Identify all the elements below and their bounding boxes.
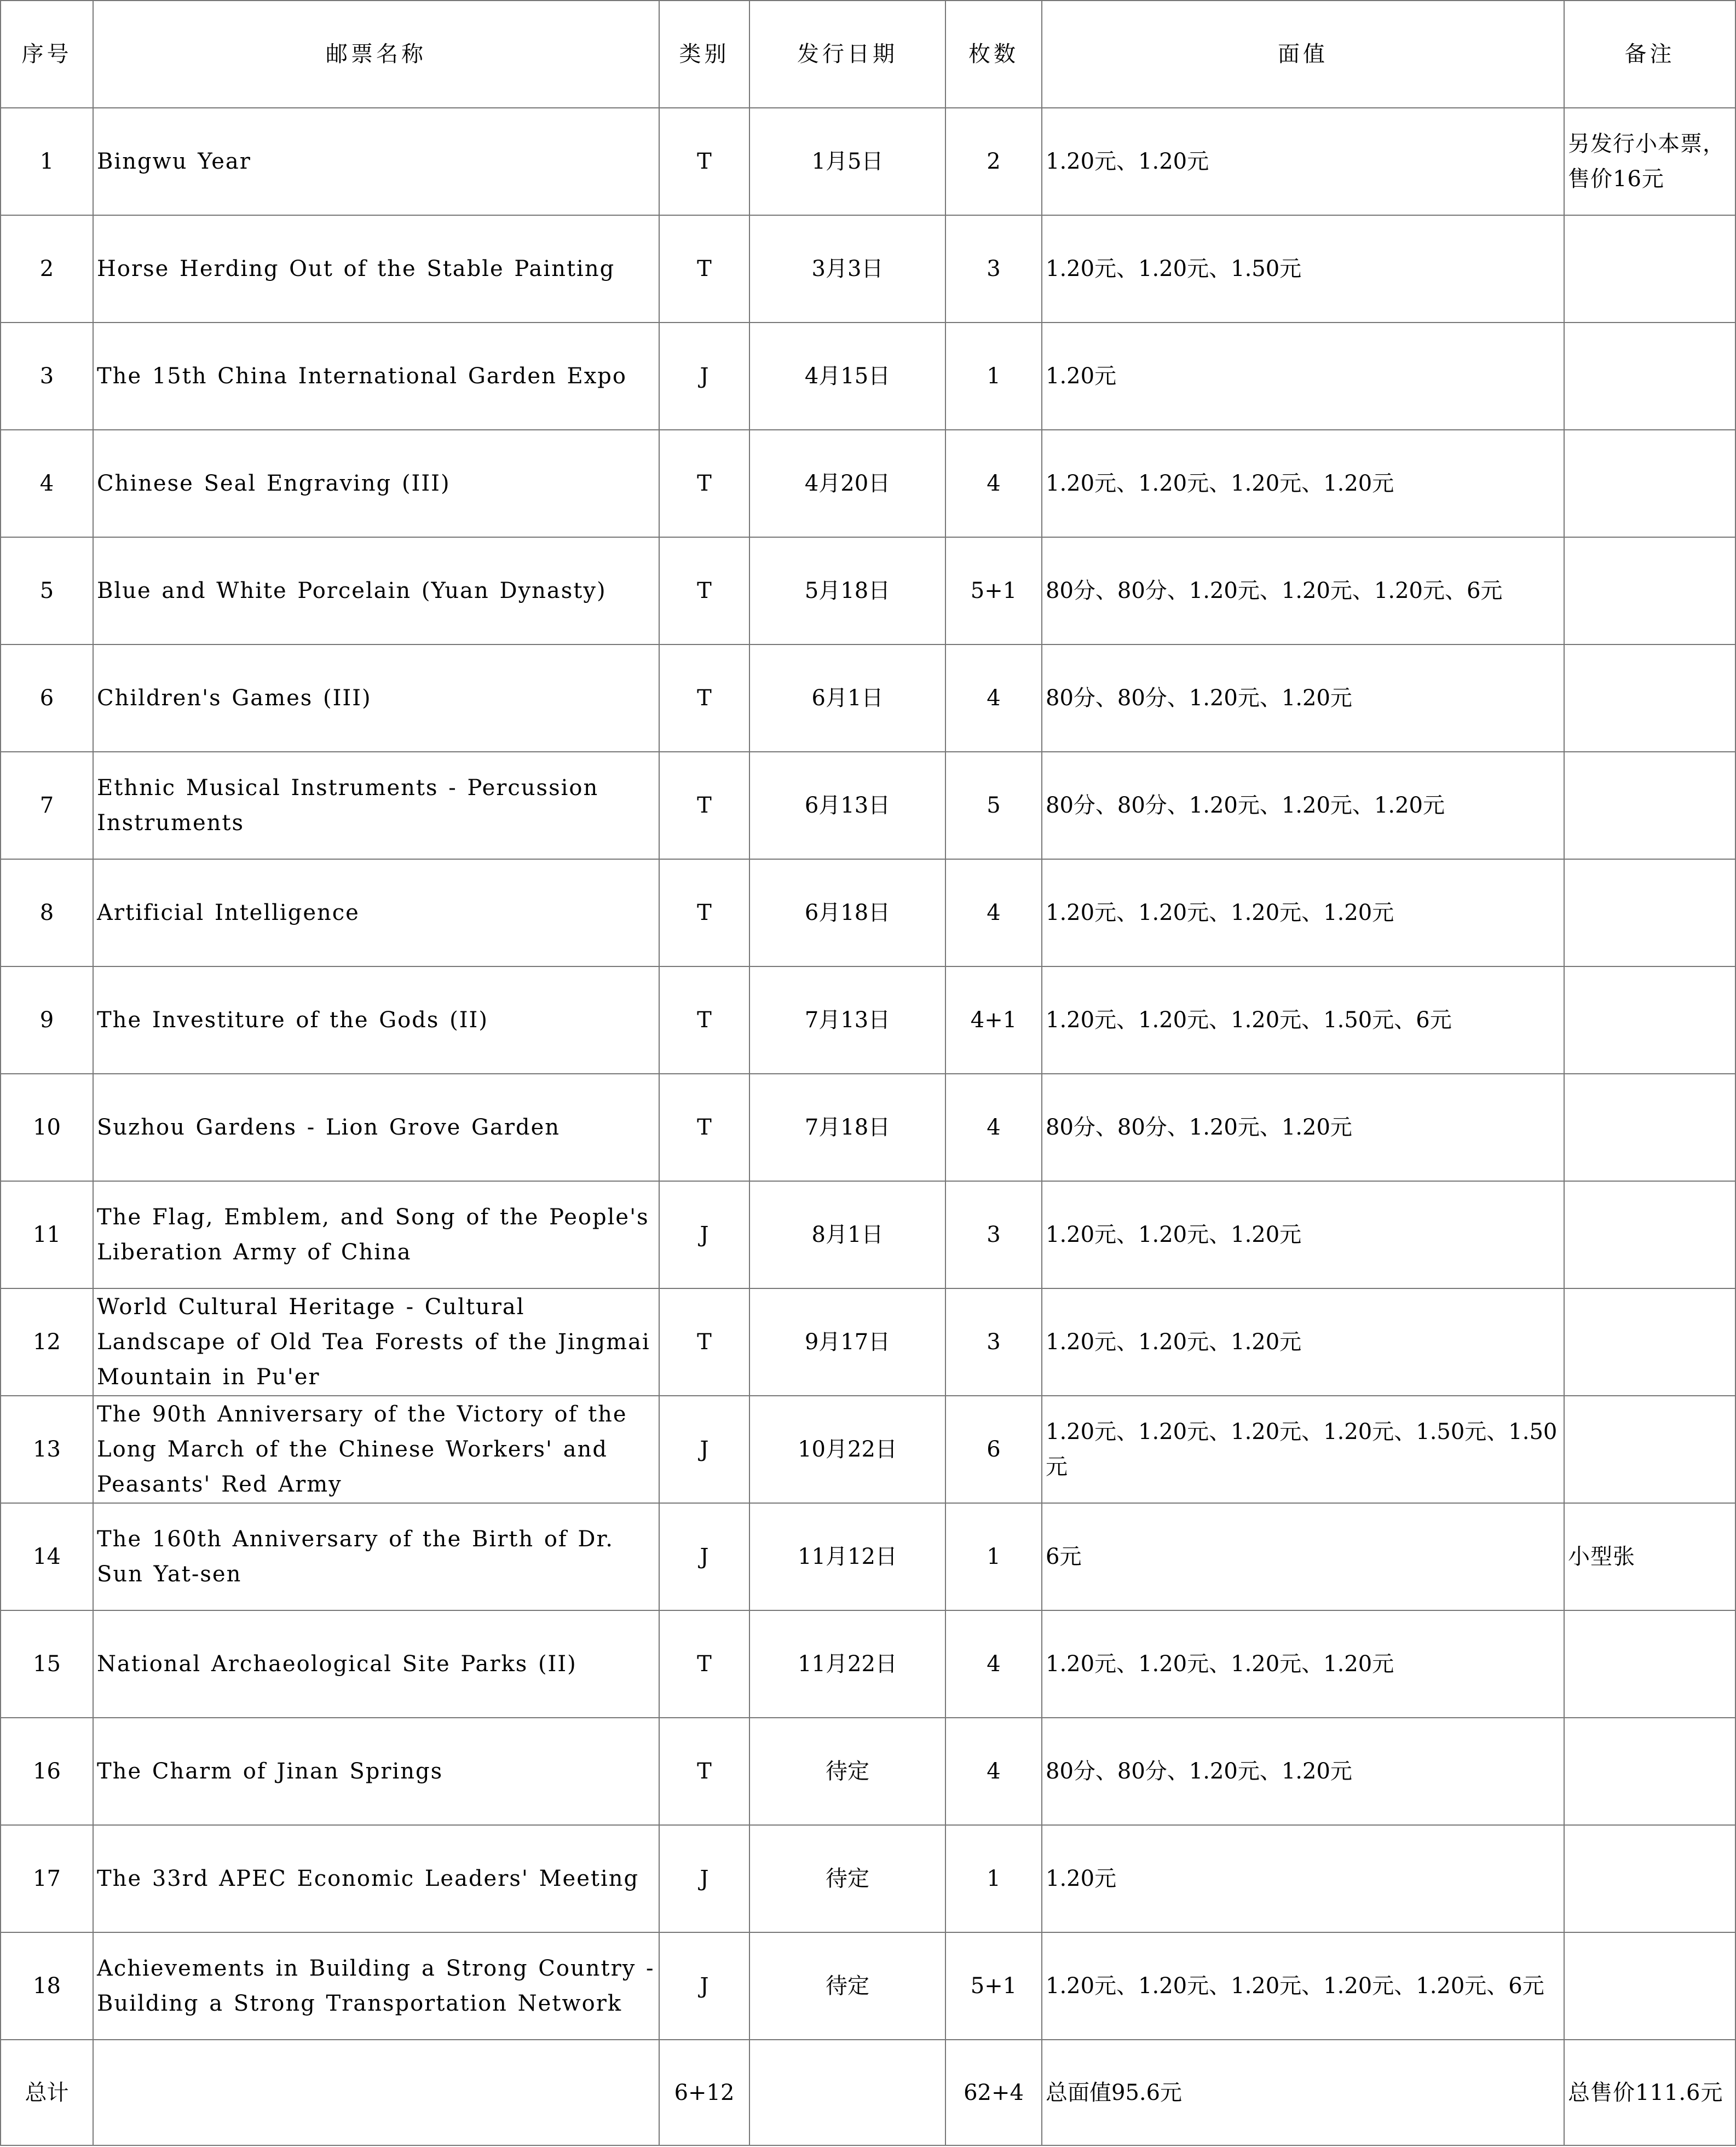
cell-date: 6月18日 <box>749 859 945 966</box>
cell-stamp-name: Ethnic Musical Instruments - Percussion Instruments <box>93 752 659 859</box>
cell-no: 6 <box>1 644 93 752</box>
header-note: 备注 <box>1564 1 1735 108</box>
cell-stamp-name: Blue and White Porcelain (Yuan Dynasty) <box>93 537 659 644</box>
cell-date: 1月5日 <box>749 108 945 215</box>
cell-no: 11 <box>1 1181 93 1288</box>
cell-type: J <box>659 1396 749 1503</box>
cell-face-value: 1.20元 <box>1042 323 1564 430</box>
table-row <box>1 752 1735 859</box>
cell-face-value: 6元 <box>1042 1503 1564 1610</box>
cell-count: 4 <box>945 1074 1042 1181</box>
table-row <box>1 537 1735 644</box>
cell-note <box>1564 966 1735 1074</box>
cell-count: 5 <box>945 752 1042 859</box>
cell-date: 7月18日 <box>749 1074 945 1181</box>
cell-no: 8 <box>1 859 93 966</box>
cell-note <box>1564 1932 1735 2040</box>
cell-type: T <box>659 752 749 859</box>
cell-count: 4 <box>945 859 1042 966</box>
cell-face-value: 80分、80分、1.20元、1.20元 <box>1042 644 1564 752</box>
cell-face-value: 80分、80分、1.20元、1.20元 <box>1042 1074 1564 1181</box>
cell-no: 18 <box>1 1932 93 2040</box>
cell-stamp-name: National Archaeological Site Parks (II) <box>93 1610 659 1718</box>
cell-date: 6月1日 <box>749 644 945 752</box>
table-row <box>1 215 1735 323</box>
cell-no: 17 <box>1 1825 93 1932</box>
cell-stamp-name: Bingwu Year <box>93 108 659 215</box>
total-label: 总计 <box>1 2040 93 2145</box>
cell-stamp-name: Suzhou Gardens - Lion Grove Garden <box>93 1074 659 1181</box>
table-row <box>1 430 1735 537</box>
cell-stamp-name: The 160th Anniversary of the Birth of Dr. Sun Yat-sen <box>93 1503 659 1610</box>
cell-note <box>1564 1396 1735 1503</box>
cell-type: T <box>659 430 749 537</box>
cell-stamp-name: Horse Herding Out of the Stable Painting <box>93 215 659 323</box>
cell-date: 4月15日 <box>749 323 945 430</box>
table-row <box>1 108 1735 215</box>
cell-no: 13 <box>1 1396 93 1503</box>
cell-note <box>1564 1181 1735 1288</box>
cell-count: 1 <box>945 323 1042 430</box>
cell-stamp-name: Achievements in Building a Strong Country - Building a Strong Transportation Network <box>93 1932 659 2040</box>
header-type: 类别 <box>659 1 749 108</box>
cell-count: 4 <box>945 430 1042 537</box>
cell-no: 12 <box>1 1288 93 1396</box>
cell-stamp-name: World Cultural Heritage - Cultural Landscape of Old Tea Forests of the Jingmai Mountain in Pu'er <box>93 1288 659 1396</box>
cell-stamp-name: Artificial Intelligence <box>93 859 659 966</box>
cell-date: 8月1日 <box>749 1181 945 1288</box>
cell-note <box>1564 1074 1735 1181</box>
cell-date: 7月13日 <box>749 966 945 1074</box>
total-face-value: 总面值95.6元 <box>1042 2040 1564 2145</box>
cell-type: J <box>659 323 749 430</box>
cell-count: 3 <box>945 215 1042 323</box>
cell-count: 5+1 <box>945 537 1042 644</box>
cell-stamp-name: The 33rd APEC Economic Leaders' Meeting <box>93 1825 659 1932</box>
cell-face-value: 1.20元、1.20元、1.20元、1.20元、1.20元、6元 <box>1042 1932 1564 2040</box>
cell-count: 4 <box>945 1610 1042 1718</box>
cell-face-value: 80分、80分、1.20元、1.20元、1.20元 <box>1042 752 1564 859</box>
cell-type: J <box>659 1825 749 1932</box>
table-row <box>1 323 1735 430</box>
cell-type: T <box>659 215 749 323</box>
cell-face-value: 1.20元、1.20元、1.20元、1.20元 <box>1042 430 1564 537</box>
cell-face-value: 1.20元、1.20元、1.20元、1.20元 <box>1042 1610 1564 1718</box>
cell-no: 9 <box>1 966 93 1074</box>
cell-date: 待定 <box>749 1718 945 1825</box>
cell-type: T <box>659 1074 749 1181</box>
table-row <box>1 1610 1735 1718</box>
cell-date: 6月13日 <box>749 752 945 859</box>
cell-date: 3月3日 <box>749 215 945 323</box>
cell-count: 1 <box>945 1825 1042 1932</box>
cell-note <box>1564 537 1735 644</box>
cell-type: T <box>659 644 749 752</box>
table-row <box>1 644 1735 752</box>
table-body <box>1 108 1735 2145</box>
total-row <box>1 2040 1735 2145</box>
cell-note <box>1564 1825 1735 1932</box>
cell-no: 1 <box>1 108 93 215</box>
cell-stamp-name: The 90th Anniversary of the Victory of the Long March of the Chinese Workers' and Peasants' Red Army <box>93 1396 659 1503</box>
cell-date: 待定 <box>749 1825 945 1932</box>
cell-count: 1 <box>945 1503 1042 1610</box>
table-row <box>1 1718 1735 1825</box>
cell-note <box>1564 1718 1735 1825</box>
cell-type: T <box>659 108 749 215</box>
table-row <box>1 966 1735 1074</box>
cell-count: 4+1 <box>945 966 1042 1074</box>
cell-note <box>1564 215 1735 323</box>
cell-type: J <box>659 1503 749 1610</box>
cell-face-value: 1.20元、1.20元、1.20元、1.20元 <box>1042 859 1564 966</box>
cell-type: T <box>659 1718 749 1825</box>
cell-type: T <box>659 537 749 644</box>
total-name <box>93 2040 659 2145</box>
header-count: 枚数 <box>945 1 1042 108</box>
cell-note <box>1564 752 1735 859</box>
cell-face-value: 1.20元 <box>1042 1825 1564 1932</box>
cell-note: 小型张 <box>1564 1503 1735 1610</box>
cell-note <box>1564 430 1735 537</box>
cell-count: 4 <box>945 644 1042 752</box>
cell-date: 9月17日 <box>749 1288 945 1396</box>
cell-stamp-name: The Investiture of the Gods (II) <box>93 966 659 1074</box>
header-face-value: 面值 <box>1042 1 1564 108</box>
total-note: 总售价111.6元 <box>1564 2040 1735 2145</box>
cell-note <box>1564 1610 1735 1718</box>
cell-type: T <box>659 859 749 966</box>
table-row <box>1 1396 1735 1503</box>
cell-no: 10 <box>1 1074 93 1181</box>
cell-count: 2 <box>945 108 1042 215</box>
cell-no: 15 <box>1 1610 93 1718</box>
cell-type: T <box>659 1288 749 1396</box>
cell-no: 3 <box>1 323 93 430</box>
cell-type: J <box>659 1932 749 2040</box>
total-date <box>749 2040 945 2145</box>
cell-face-value: 80分、80分、1.20元、1.20元 <box>1042 1718 1564 1825</box>
cell-count: 6 <box>945 1396 1042 1503</box>
cell-date: 11月22日 <box>749 1610 945 1718</box>
cell-note <box>1564 644 1735 752</box>
table-row <box>1 859 1735 966</box>
cell-face-value: 1.20元、1.20元、1.50元 <box>1042 215 1564 323</box>
table-row <box>1 1288 1735 1396</box>
header-date: 发行日期 <box>749 1 945 108</box>
cell-note <box>1564 859 1735 966</box>
cell-note <box>1564 1288 1735 1396</box>
cell-face-value: 1.20元、1.20元、1.20元 <box>1042 1288 1564 1396</box>
total-count: 62+4 <box>945 2040 1042 2145</box>
table-row <box>1 1074 1735 1181</box>
cell-stamp-name: The 15th China International Garden Expo <box>93 323 659 430</box>
cell-note <box>1564 323 1735 430</box>
table-row <box>1 1825 1735 1932</box>
cell-no: 7 <box>1 752 93 859</box>
table-row <box>1 1181 1735 1288</box>
cell-date: 10月22日 <box>749 1396 945 1503</box>
cell-date: 11月12日 <box>749 1503 945 1610</box>
cell-no: 4 <box>1 430 93 537</box>
cell-no: 16 <box>1 1718 93 1825</box>
header-name: 邮票名称 <box>93 1 659 108</box>
cell-no: 2 <box>1 215 93 323</box>
header-row <box>1 1 1735 108</box>
cell-type: T <box>659 1610 749 1718</box>
cell-count: 3 <box>945 1288 1042 1396</box>
header-no: 序号 <box>1 1 93 108</box>
cell-type: J <box>659 1181 749 1288</box>
cell-face-value: 1.20元、1.20元、1.20元、1.20元、1.50元、1.50元 <box>1042 1396 1564 1503</box>
cell-stamp-name: The Charm of Jinan Springs <box>93 1718 659 1825</box>
cell-count: 4 <box>945 1718 1042 1825</box>
cell-stamp-name: The Flag, Emblem, and Song of the People's Liberation Army of China <box>93 1181 659 1288</box>
cell-face-value: 1.20元、1.20元、1.20元、1.50元、6元 <box>1042 966 1564 1074</box>
cell-face-value: 80分、80分、1.20元、1.20元、1.20元、6元 <box>1042 537 1564 644</box>
table-row <box>1 1503 1735 1610</box>
cell-date: 4月20日 <box>749 430 945 537</box>
cell-count: 5+1 <box>945 1932 1042 2040</box>
cell-date: 待定 <box>749 1932 945 2040</box>
cell-face-value: 1.20元、1.20元、1.20元 <box>1042 1181 1564 1288</box>
cell-no: 14 <box>1 1503 93 1610</box>
cell-no: 5 <box>1 537 93 644</box>
cell-date: 5月18日 <box>749 537 945 644</box>
table-row <box>1 1932 1735 2040</box>
cell-count: 3 <box>945 1181 1042 1288</box>
cell-face-value: 1.20元、1.20元 <box>1042 108 1564 215</box>
cell-stamp-name: Children's Games (III) <box>93 644 659 752</box>
total-type: 6+12 <box>659 2040 749 2145</box>
cell-note: 另发行小本票，售价16元 <box>1564 108 1735 215</box>
cell-stamp-name: Chinese Seal Engraving (III) <box>93 430 659 537</box>
cell-type: T <box>659 966 749 1074</box>
